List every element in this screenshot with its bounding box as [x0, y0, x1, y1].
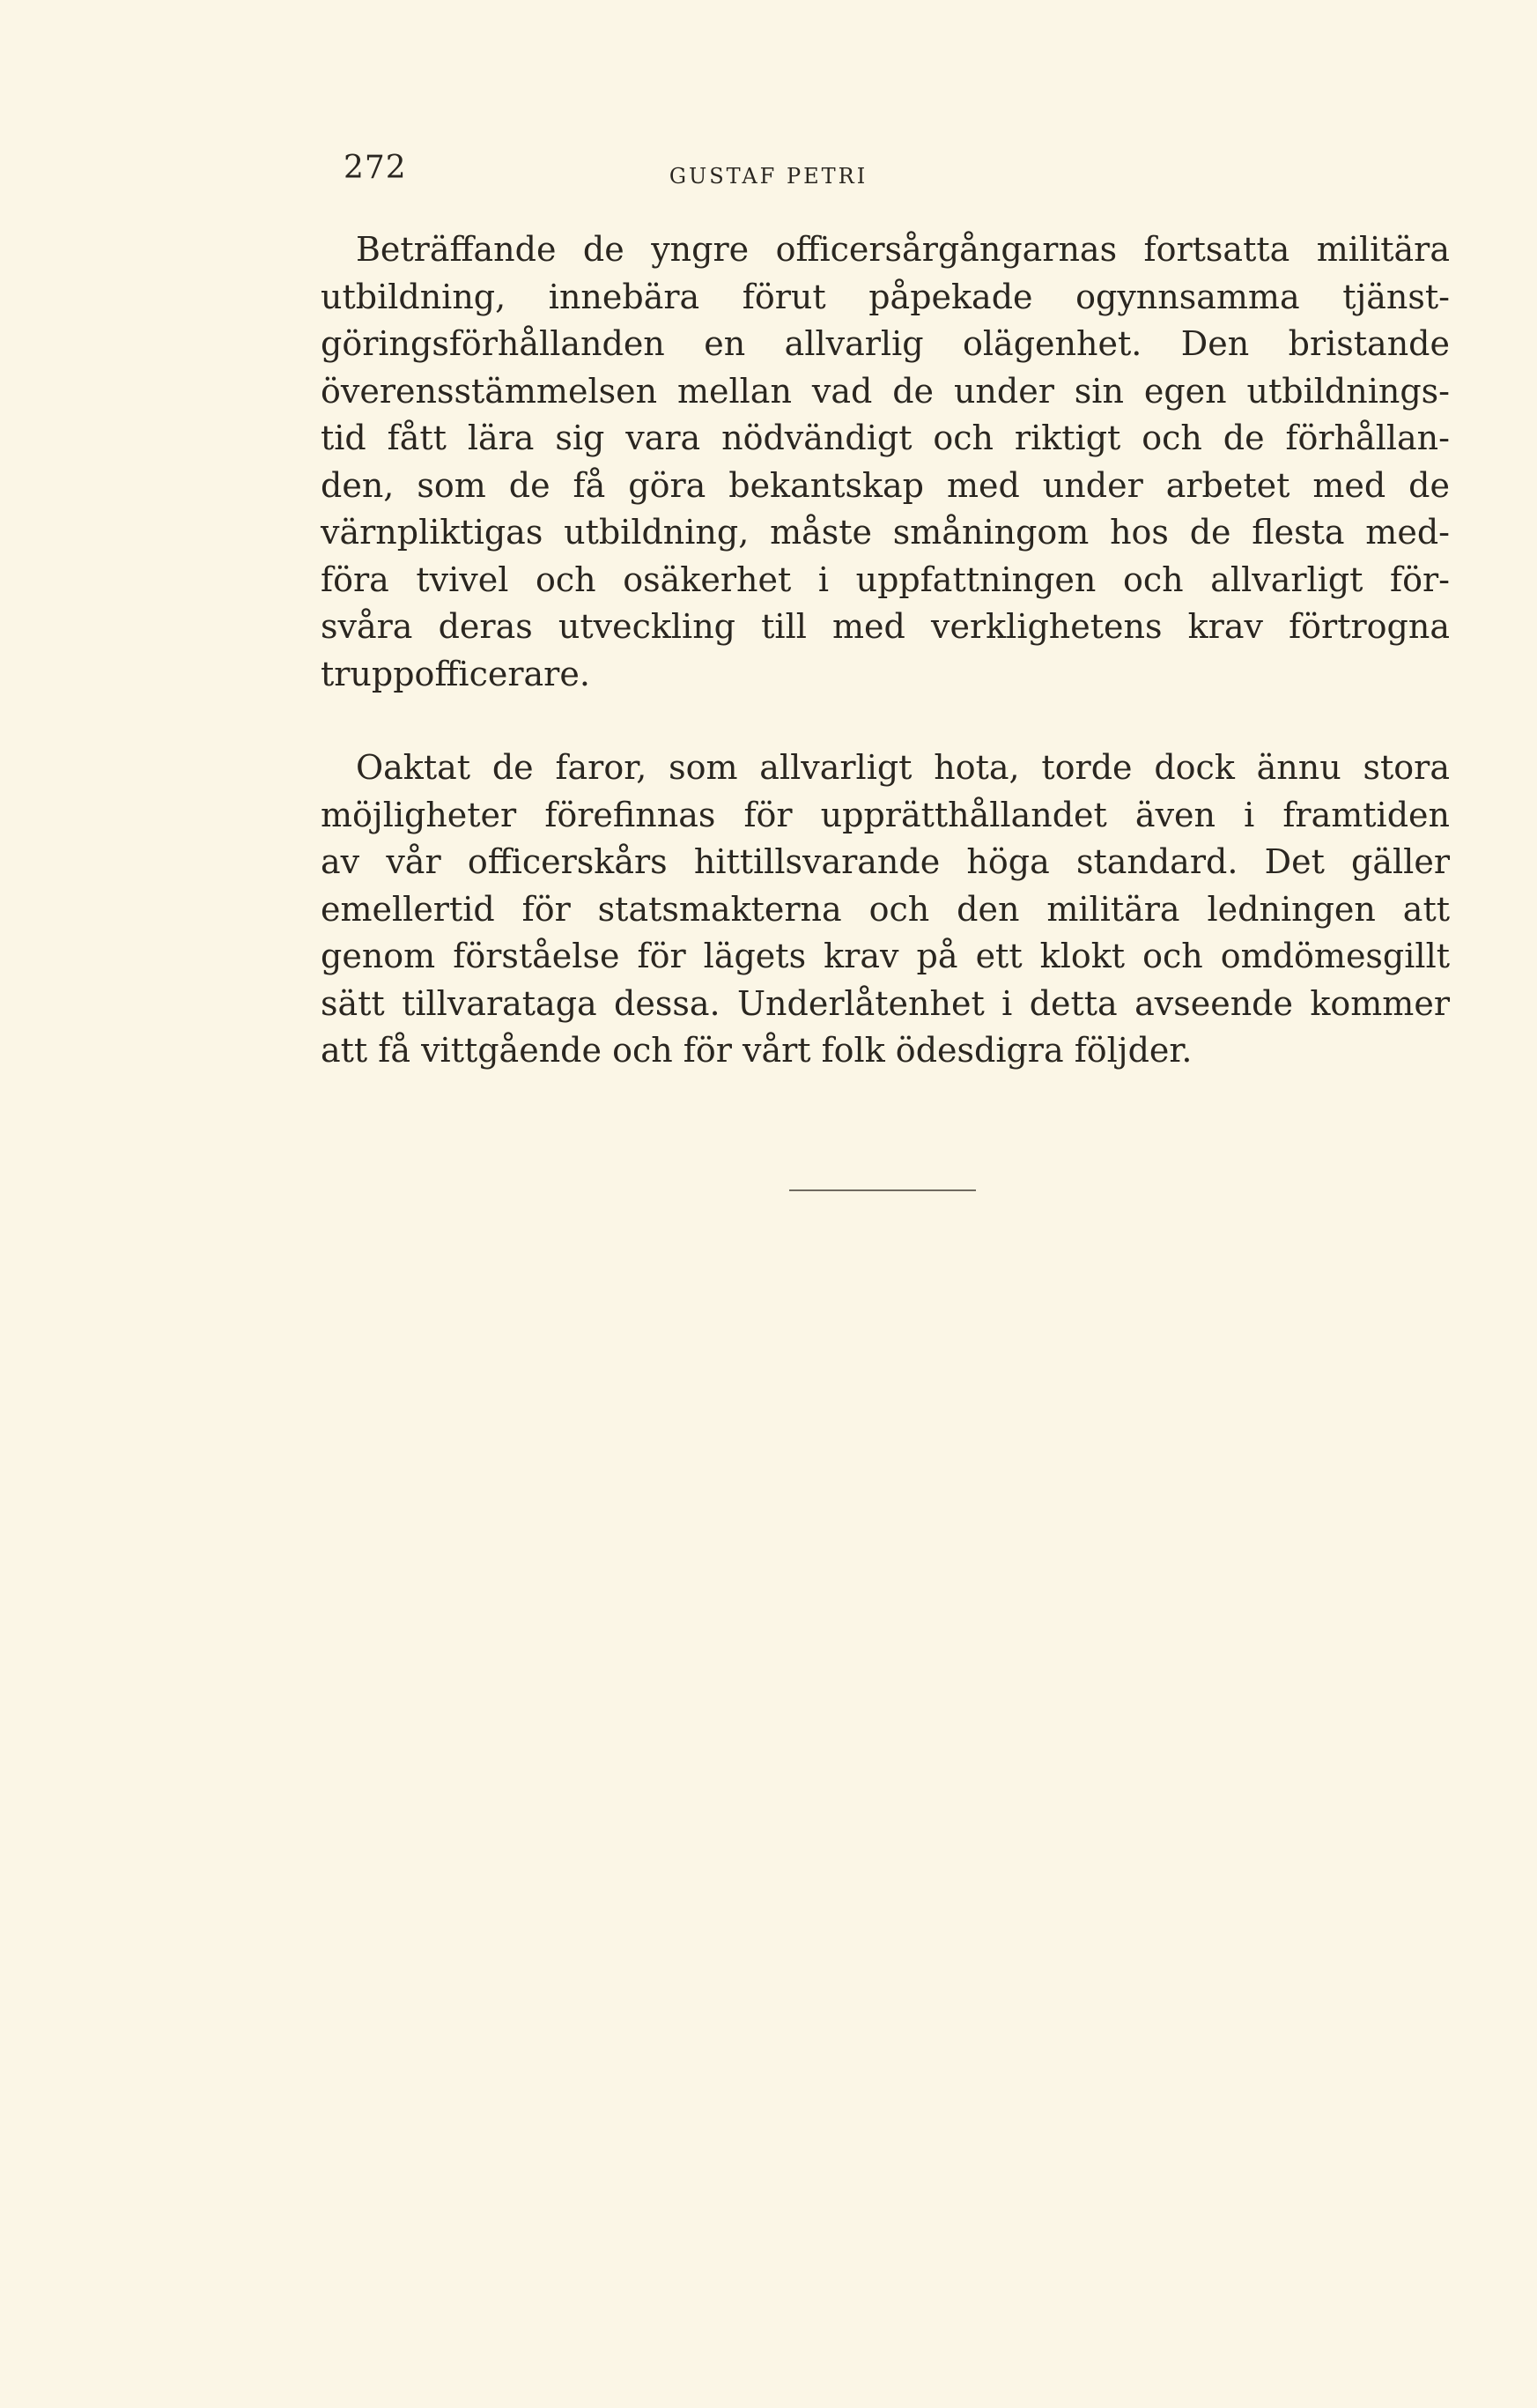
text-line: tid fått lära sig vara nödvändigt och riktigt och de förhållan- — [321, 419, 1450, 457]
text-line: överensstämmelsen mellan vad de under sin egen utbildnings- — [321, 371, 1450, 411]
text-line: truppofficerare. — [321, 654, 590, 693]
text-line: den, som de få göra bekantskap med under arbetet med de — [321, 465, 1450, 505]
text-line: svåra deras utveckling till med verklighetens krav förtrogna — [321, 607, 1450, 646]
page-number: 272 — [344, 150, 407, 186]
paragraph-1 — [321, 226, 1450, 698]
text-line: värnpliktigas utbildning, måste småningom hos de flesta med- — [321, 513, 1450, 552]
running-head: GUSTAF PETRI — [669, 164, 868, 189]
text-line: av vår officerskårs hittillsvarande höga standard. Det gäller — [321, 842, 1450, 881]
text-line: Beträffande de yngre officersårgångarnas fortsatta militära — [356, 230, 1450, 269]
text-line: genom förståelse för lägets krav på ett klokt och omdömesgillt — [321, 937, 1450, 975]
text-line: att få vittgående och för vårt folk ödesdigra följder. — [321, 1031, 1193, 1070]
text-line: utbildning, innebära förut påpekade ogynnsamma tjänst- — [321, 277, 1450, 316]
text-line: Oaktat de faror, som allvarligt hota, torde dock ännu stora — [356, 748, 1450, 787]
text-line: möjligheter förefinnas för upprätthållandet även i framtiden — [321, 795, 1450, 834]
text-line: föra tvivel och osäkerhet i uppfattningen och allvarligt för- — [321, 559, 1450, 599]
text-line: sätt tillvaratagа dessa. Underlåtenhet i detta avseende kommer — [321, 983, 1450, 1023]
paragraph-2 — [321, 745, 1450, 1075]
end-rule — [789, 1189, 976, 1191]
text-line: göringsförhållanden en allvarlig olägenhet. Den bristande — [321, 324, 1450, 363]
text-line: emellertid för statsmakterna och den militära ledningen att — [321, 889, 1450, 929]
